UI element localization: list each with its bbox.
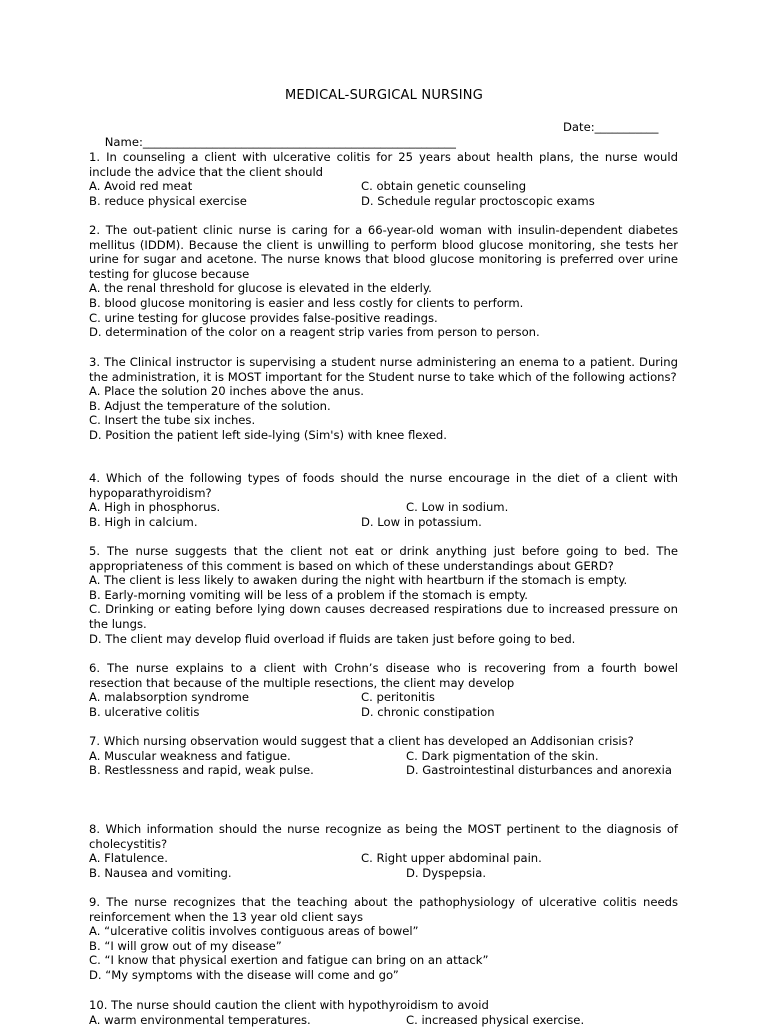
option-d: D. The client may develop fluid overload if fluids are taken just before going to bed. xyxy=(89,631,576,646)
option-c: C. obtain genetic counseling xyxy=(361,179,527,194)
question-10 xyxy=(89,998,678,1027)
option-a: A. malabsorption syndrome xyxy=(89,690,249,705)
option-b: B. reduce physical exercise xyxy=(89,193,247,208)
option-b: B. Early-morning vomiting will be less of a problem if the stomach is empty. xyxy=(89,587,528,602)
question-stem: 10. The nurse should caution the client with hypothyroidism to avoid xyxy=(89,998,489,1012)
question-stem: 8. Which information should the nurse recognize as being the MOST pertinent to the diagnosis of cholecystitis? xyxy=(89,822,678,851)
date-field: Date:___________ xyxy=(563,120,659,134)
option-a: A. High in phosphorus. xyxy=(89,500,221,515)
option-b: B. Restlessness and rapid, weak pulse. xyxy=(89,763,314,778)
question-stem: 2. The out-patient clinic nurse is caring for a 66-year-old woman with insulin-dependent diabetes mellitus (IDDM). Because the client is unwilling to perform blood glucose monitoring, she tests her urine for sugar and acetone. The nurse knows that blood glucose monitoring is preferred over urine testing for glucose because xyxy=(89,223,678,281)
option-c: C. Right upper abdominal pain. xyxy=(361,851,542,866)
option-b: B. High in calcium. xyxy=(89,514,198,529)
name-field: Name:______________________________________________________ xyxy=(104,134,456,149)
option-c: C. “I know that physical exertion and fatigue can bring on an attack” xyxy=(89,953,489,968)
option-d: D. Dyspepsia. xyxy=(406,865,487,880)
option-d: D. “My symptoms with the disease will come and go” xyxy=(89,967,399,982)
option-c: C. Dark pigmentation of the skin. xyxy=(406,748,599,763)
option-d: D. Schedule regular proctoscopic exams xyxy=(361,193,595,208)
option-b: B. ulcerative colitis xyxy=(89,704,200,719)
option-b: B. Adjust the temperature of the solution. xyxy=(89,398,331,413)
question-stem: 3. The Clinical instructor is supervising a student nurse administering an enema to a patient. During the administration, it is MOST important for the Student nurse to take which of the following actions? xyxy=(89,355,678,384)
option-a: A. The client is less likely to awaken during the night with heartburn if the stomach is empty. xyxy=(89,573,628,588)
option-c: C. Insert the tube six inches. xyxy=(89,413,256,428)
option-a: A. Place the solution 20 inches above the anus. xyxy=(89,384,364,399)
option-a: A. “ulcerative colitis involves contiguous areas of bowel” xyxy=(89,924,419,939)
option-c: C. urine testing for glucose provides false-positive readings. xyxy=(89,310,438,325)
question-4 xyxy=(89,471,678,529)
option-d: D. Low in potassium. xyxy=(361,514,482,529)
question-stem: 6. The nurse explains to a client with Crohn’s disease who is recovering from a fourth bowel resection that because of the multiple resections, the client may develop xyxy=(89,661,678,690)
option-a: A. Flatulence. xyxy=(89,851,168,866)
question-9 xyxy=(89,895,678,983)
question-5 xyxy=(89,544,678,646)
option-c: C. Drinking or eating before lying down causes decreased respirations due to increased pressure on the lungs. xyxy=(89,602,678,631)
option-d: D. Position the patient left side-lying (Sim's) with knee flexed. xyxy=(89,427,447,442)
question-stem: 7. Which nursing observation would suggest that a client has developed an Addisonian crisis? xyxy=(89,734,634,748)
option-a: A. the renal threshold for glucose is elevated in the elderly. xyxy=(89,281,432,296)
question-3 xyxy=(89,355,678,443)
option-d: D. chronic constipation xyxy=(361,704,495,719)
question-1 xyxy=(89,150,678,208)
option-c: C. peritonitis xyxy=(361,690,435,705)
option-b: B. “I will grow out of my disease” xyxy=(89,938,282,953)
option-b: B. Nausea and vomiting. xyxy=(89,865,232,880)
option-a: A. warm environmental temperatures. xyxy=(89,1012,311,1027)
option-d: D. Gastrointestinal disturbances and anorexia xyxy=(406,763,672,778)
option-b: B. blood glucose monitoring is easier and less costly for clients to perform. xyxy=(89,295,524,310)
question-stem: 4. Which of the following types of foods should the nurse encourage in the diet of a client with hypoparathyroidism? xyxy=(89,471,678,500)
option-a: A. Avoid red meat xyxy=(89,179,193,194)
option-c: C. Low in sodium. xyxy=(406,500,509,515)
document-title: MEDICAL-SURGICAL NURSING xyxy=(285,88,483,103)
question-2 xyxy=(89,223,678,340)
question-7 xyxy=(89,734,678,792)
option-a: A. Muscular weakness and fatigue. xyxy=(89,748,291,763)
question-8 xyxy=(89,822,678,880)
question-stem: 1. In counseling a client with ulcerative colitis for 25 years about health plans, the nurse would include the advice that the client should xyxy=(89,150,678,179)
option-c: C. increased physical exercise. xyxy=(406,1012,585,1027)
question-stem: 5. The nurse suggests that the client not eat or drink anything just before going to bed. The appropriateness of this comment is based on which of these understandings about GERD? xyxy=(89,544,678,573)
question-6 xyxy=(89,661,678,719)
question-stem: 9. The nurse recognizes that the teaching about the pathophysiology of ulcerative colitis needs reinforcement when the 13 year old client says xyxy=(89,895,678,924)
option-d: D. determination of the color on a reagent strip varies from person to person. xyxy=(89,325,540,340)
